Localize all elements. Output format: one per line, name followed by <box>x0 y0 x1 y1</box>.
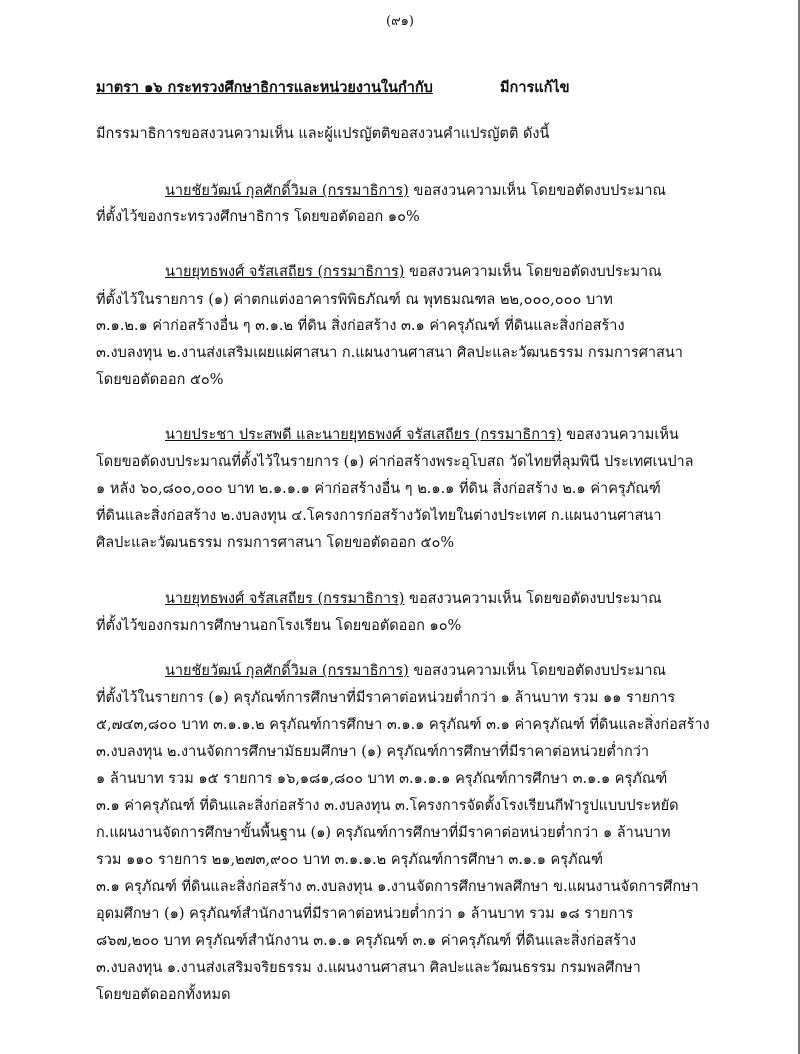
reservation-4-first-rest: ขอสงวนความเห็น โดยขอตัดงบประมาณ <box>404 591 662 607</box>
reservation-5-first-line <box>165 661 666 681</box>
reservation-3-first-line <box>165 425 679 445</box>
reservation-4-line: ที่ตั้งไว้ของกรมการศึกษานอกโรงเรียน โดยขอตัดออก ๑๐% <box>96 618 462 634</box>
reservation-5-line: ๓.๑ ค่าครุภัณฑ์ ที่ดินและสิ่งก่อสร้าง ๓.งบลงทุน ๓.โครงการจัดตั้งโรงเรียนกีฬารูปแบบประหยัด <box>96 798 679 814</box>
reservation-5-name: นายชัยวัฒน์ กุลศักดิ์วิมล (กรรมาธิการ) <box>165 663 409 679</box>
reservation-2-first-line <box>165 262 662 282</box>
reservation-1-name: นายชัยวัฒน์ กุลศักดิ์วิมล (กรรมาธิการ) <box>165 183 409 199</box>
reservation-2-name: นายยุทธพงศ์ จรัสเสถียร (กรรมาธิการ) <box>165 264 405 280</box>
reservation-3-line: ศิลปะและวัฒนธรรม กรมการศาสนา โดยขอตัดออก ๕๐% <box>96 535 455 551</box>
page-number: (๙๑) <box>386 14 414 29</box>
reservation-2-line: ที่ตั้งไว้ในรายการ (๑) ค่าตกแต่งอาคารพิพิธภัณฑ์ ณ พุทธมณฑล ๒๒,๐๐๐,๐๐๐ บาท <box>96 292 613 308</box>
reservation-5-line: ก.แผนงานจัดการศึกษาขั้นพื้นฐาน (๑) ครุภัณฑ์การศึกษาที่มีราคาต่อหน่วยต่ำกว่า ๑ ล้านบาท <box>96 825 671 841</box>
reservation-2-line: ๓.๑.๒.๑ ค่าก่อสร้างอื่น ๆ ๓.๑.๒ ที่ดิน สิ่งก่อสร้าง ๓.๑ ค่าครุภัณฑ์ ที่ดินและสิ่งก่อสร้าง <box>96 318 625 334</box>
reservation-5-line: ๓.งบลงทุน ๑.งานส่งเสริมจริยธรรม ง.แผนงานศาสนา ศิลปะและวัฒนธรรม กรมพลศึกษา <box>96 960 641 976</box>
reservation-5-line: ๕,๗๔๓,๘๐๐ บาท ๓.๑.๑.๒ ครุภัณฑ์การศึกษา ๓.๑.๑ ครุภัณฑ์ ๓.๑ ค่าครุภัณฑ์ ที่ดินและสิ่งก่อสร้าง <box>96 717 710 733</box>
section-title: มาตรา ๑๖ กระทรวงศึกษาธิการและหน่วยงานในกำกับ <box>96 79 433 96</box>
intro-text: มีกรรมาธิการขอสงวนความเห็น และผู้แปรญัตติขอสงวนคำแปรญัตติ ดังนี้ <box>96 126 550 142</box>
reservation-4-first-line <box>165 589 662 609</box>
reservation-2-line: โดยขอตัดออก ๕๐% <box>96 372 224 388</box>
reservation-1-first-line <box>165 181 666 201</box>
reservation-3-line: ที่ดินและสิ่งก่อสร้าง ๒.งบลงทุน ๔.โครงการก่อสร้างวัดไทยในต่างประเทศ ก.แผนงานศาสนา <box>96 508 662 524</box>
reservation-3-name: นายประชา ประสพดี และนายยุทธพงศ์ จรัสเสถียร (กรรมาธิการ) <box>165 427 562 443</box>
reservation-4-name: นายยุทธพงศ์ จรัสเสถียร (กรรมาธิการ) <box>165 591 405 607</box>
reservation-5-line: ๓.๑ ครุภัณฑ์ ที่ดินและสิ่งก่อสร้าง ๓.งบลงทุน ๑.งานจัดการศึกษาพลศึกษา ข.แผนงานจัดการศึกษา <box>96 879 699 895</box>
reservation-5-line: รวม ๑๑๐ รายการ ๒๑,๒๗๓,๙๐๐ บาท ๓.๑.๑.๒ ครุภัณฑ์การศึกษา ๓.๑.๑ ครุภัณฑ์ <box>96 852 604 868</box>
reservation-3-line: โดยขอตัดงบประมาณที่ตั้งไว้ในรายการ (๑) ค่าก่อสร้างพระอุโบสถ วัดไทยที่ลุมพินี ประเทศเนปาล <box>96 454 694 470</box>
reservation-3-line: ๑ หลัง ๖๐,๘๐๐,๐๐๐ บาท ๒.๑.๑.๑ ค่าก่อสร้างอื่น ๆ ๒.๑.๑ ที่ดิน สิ่งก่อสร้าง ๒.๑ ค่าครุภัณฑ์ <box>96 481 661 497</box>
section-status: มีการแก้ไข <box>500 79 570 96</box>
reservation-5-first-rest: ขอสงวนความเห็น โดยขอตัดงบประมาณ <box>408 663 667 679</box>
reservation-2-first-rest: ขอสงวนความเห็น โดยขอตัดงบประมาณ <box>404 264 662 280</box>
reservation-5-line: ๘๖๗,๒๐๐ บาท ครุภัณฑ์สำนักงาน ๓.๑.๑ ครุภัณฑ์ ๓.๑ ค่าครุภัณฑ์ ที่ดินและสิ่งก่อสร้าง <box>96 933 637 949</box>
reservation-5-line: ๑ ล้านบาท รวม ๑๕ รายการ ๑๖,๑๘๑,๘๐๐ บาท ๓.๑.๑.๑ ครุภัณฑ์การศึกษา ๓.๑.๑ ครุภัณฑ์ <box>96 771 668 787</box>
reservation-5-line: อุดมศึกษา (๑) ครุภัณฑ์สำนักงานที่มีราคาต่อหน่วยต่ำกว่า ๑ ล้านบาท รวม ๑๘ รายการ <box>96 906 634 922</box>
reservation-2-line: ๓.งบลงทุน ๒.งานส่งเสริมเผยแผ่ศาสนา ก.แผนงานศาสนา ศิลปะและวัฒนธรรม กรมการศาสนา <box>96 345 683 361</box>
reservation-5-line: ๓.งบลงทุน ๒.งานจัดการศึกษามัธยมศึกษา (๑) ครุภัณฑ์การศึกษาที่มีราคาต่อหน่วยต่ำกว่า <box>96 744 650 760</box>
reservation-5-line: ที่ตั้งไว้ในรายการ (๑) ครุภัณฑ์การศึกษาที่มีราคาต่อหน่วยต่ำกว่า ๑ ล้านบาท รวม ๑๑ รายการ <box>96 690 676 706</box>
reservation-5-line: โดยขอตัดออกทั้งหมด <box>96 987 231 1003</box>
reservation-3-first-rest: ขอสงวนความเห็น <box>561 427 679 443</box>
reservation-1-line: ที่ตั้งไว้ของกระทรวงศึกษาธิการ โดยขอตัดออก ๑๐% <box>96 209 420 225</box>
reservation-1-first-rest: ขอสงวนความเห็น โดยขอตัดงบประมาณ <box>408 183 667 199</box>
